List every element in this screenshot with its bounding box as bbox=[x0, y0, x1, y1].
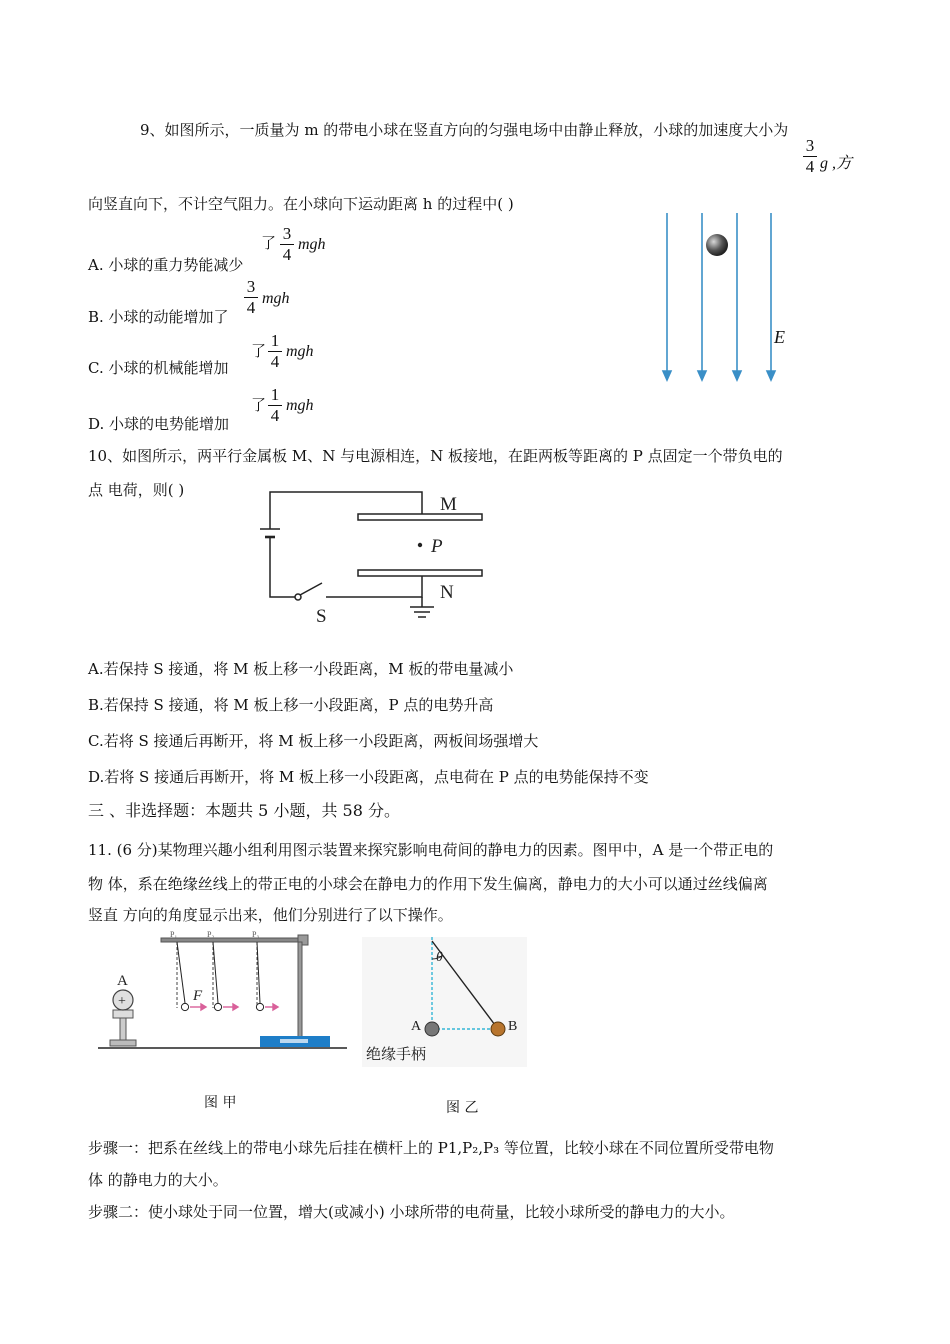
q10-line2: 点 电荷，则( ) bbox=[88, 481, 185, 499]
figure-jia bbox=[95, 930, 350, 1055]
plate-m-label: M bbox=[440, 494, 457, 515]
ball-p2 bbox=[214, 1003, 221, 1010]
yi-label-theta: θ bbox=[436, 950, 443, 965]
field-arrow bbox=[698, 371, 706, 380]
yi-handle-label: 绝缘手柄 bbox=[366, 1047, 427, 1063]
electric-field-figure bbox=[645, 205, 800, 390]
figure-yi bbox=[362, 937, 527, 1067]
jia-label-f: F bbox=[193, 988, 203, 1004]
q11-line2: 物 体，系在绝缘丝线上的带正电的小球会在静电力的作用下发生偏离，静电力的大小可以通过丝线偏离 bbox=[88, 875, 768, 893]
q11-line1: 11. (6 分)某物理兴趣小组利用图示装置来探究影响电荷间的静电力的因素。图甲中，A 是一个带正电的 bbox=[88, 841, 774, 859]
q10-option-b: B.若保持 S 接通，将 M 板上移一小段距离，P 点的电势升高 bbox=[88, 696, 494, 714]
plate-m bbox=[358, 514, 482, 520]
q9-option-a-var: mgh bbox=[298, 236, 326, 253]
thread-p2 bbox=[213, 942, 218, 1003]
q11-step1-line1: 步骤一：把系在丝线上的带电小球先后挂在横杆上的 P1,P₂,P₃ 等位置，比较小球在不同位置所受带电物 bbox=[88, 1139, 774, 1157]
q9-option-d-fraction: 1 4 bbox=[268, 386, 282, 425]
svg-text:+: + bbox=[118, 994, 126, 1009]
jia-tick-p2: P₂ bbox=[207, 930, 215, 939]
q11-line3: 竖直 方向的角度显示出来，他们分别进行了以下操作。 bbox=[88, 906, 453, 924]
q9-option-c: C. 小球的机械能增加 bbox=[88, 359, 229, 377]
q10-line1: 10、如图所示，两平行金属板 M、N 与电源相连，N 板接地，在距两板等距离的 P 点固定一个带负电的 bbox=[88, 447, 783, 465]
field-arrow bbox=[733, 371, 741, 380]
jia-tick-p1: P₁ bbox=[170, 930, 178, 939]
q9-option-b-var: mgh bbox=[262, 290, 290, 307]
point-p-label: P bbox=[431, 536, 443, 557]
charged-ball bbox=[706, 234, 728, 256]
figure-yi-caption: 图 乙 bbox=[446, 1100, 479, 1116]
yi-label-a: A bbox=[411, 1019, 422, 1034]
q9-option-b-fraction: 3 4 bbox=[244, 278, 258, 317]
plate-n-label: N bbox=[440, 582, 454, 603]
q9-option-d: D. 小球的电势能增加 bbox=[88, 415, 230, 433]
q9-line1: 9、如图所示，一质量为 m 的带电小球在竖直方向的匀强电场中由静止释放，小球的加速度大小为 bbox=[140, 121, 789, 139]
q9-accel-fraction: 3 4 bbox=[803, 137, 817, 176]
q9-option-c-pre: 了 bbox=[251, 342, 267, 360]
field-label: E bbox=[774, 327, 785, 347]
ball-p1 bbox=[181, 1003, 188, 1010]
yi-label-b: B bbox=[508, 1019, 518, 1034]
q9-option-a: A. 小球的重力势能减少 bbox=[88, 256, 244, 274]
q9-option-d-pre: 了 bbox=[251, 396, 267, 414]
field-arrow bbox=[663, 371, 671, 380]
yi-ball-b bbox=[491, 1022, 505, 1036]
q10-option-c: C.若将 S 接通后再断开，将 M 板上移一小段距离，两板间场强增大 bbox=[88, 732, 539, 750]
q9-option-c-var: mgh bbox=[286, 343, 314, 360]
plate-n bbox=[358, 570, 482, 576]
q9-line2: 向竖直向下，不计空气阻力。在小球向下运动距离 h 的过程中( ) bbox=[88, 195, 514, 213]
q10-option-d: D.若将 S 接通后再断开，将 M 板上移一小段距离，点电荷在 P 点的电势能保持不变 bbox=[88, 768, 649, 786]
section-3-heading: 三 、非选择题：本题共 5 小题，共 58 分。 bbox=[88, 801, 400, 820]
switch-label: S bbox=[316, 606, 327, 627]
q9-option-a-pre: 了 bbox=[261, 234, 277, 252]
figure-jia-caption: 图 甲 bbox=[204, 1095, 237, 1111]
yi-ball-a bbox=[425, 1022, 439, 1036]
q11-step2: 步骤二：使小球处于同一位置，增大(或减小) 小球所带的电荷量，比较小球所受的静电力的大小。 bbox=[88, 1203, 735, 1221]
q9-option-d-var: mgh bbox=[286, 397, 314, 414]
q10-option-a: A.若保持 S 接通，将 M 板上移一小段距离，M 板的带电量减小 bbox=[88, 660, 514, 678]
jia-label-a: A bbox=[117, 973, 128, 989]
q11-step1-line2: 体 的静电力的大小。 bbox=[88, 1171, 228, 1189]
field-arrow bbox=[767, 371, 775, 380]
jia-tick-p3: P₃ bbox=[252, 930, 260, 939]
q9-g-direction: g ,方 bbox=[820, 155, 853, 172]
ball-p3 bbox=[256, 1003, 263, 1010]
q9-option-c-fraction: 1 4 bbox=[268, 332, 282, 371]
switch-blade bbox=[300, 583, 322, 595]
point-p-dot bbox=[418, 543, 422, 547]
q9-option-a-fraction: 3 4 bbox=[280, 225, 294, 264]
thread-p1 bbox=[177, 942, 185, 1003]
q9-option-b: B. 小球的动能增加了 bbox=[88, 308, 229, 326]
capacitor-circuit-figure bbox=[250, 485, 495, 630]
